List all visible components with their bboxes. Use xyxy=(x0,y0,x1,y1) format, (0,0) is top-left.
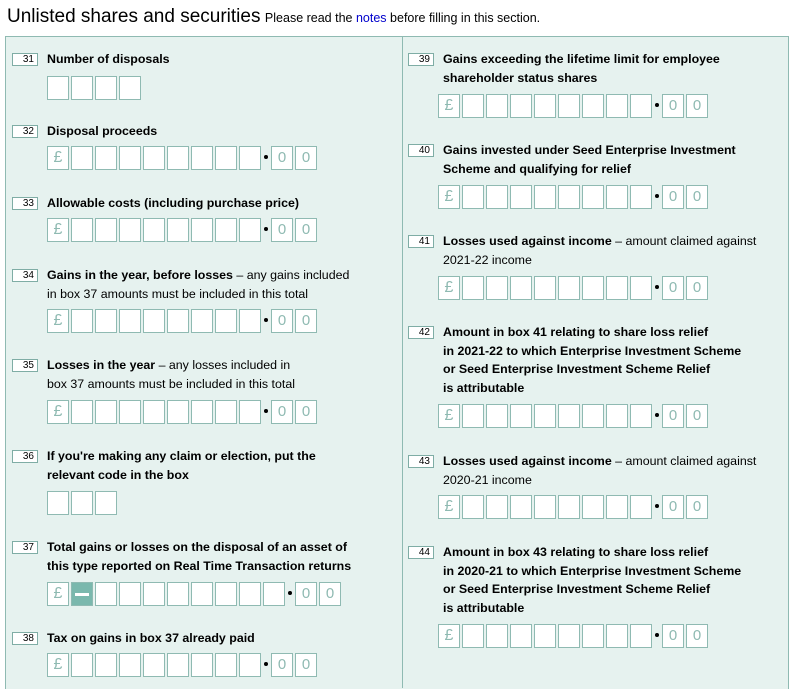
pence-box[interactable]: 0 xyxy=(271,400,293,424)
label-text: – amount claimed against xyxy=(611,454,757,468)
field-label xyxy=(47,447,316,484)
digit-box[interactable] xyxy=(263,582,285,606)
column-divider xyxy=(402,36,403,688)
digit-box[interactable] xyxy=(143,146,165,170)
digit-box[interactable] xyxy=(462,185,484,209)
digit-box[interactable] xyxy=(582,94,604,118)
field-label xyxy=(47,266,349,303)
label-line xyxy=(47,557,351,576)
pound-sign-box[interactable]: £ xyxy=(47,653,69,677)
label-line xyxy=(443,452,756,471)
digit-box[interactable] xyxy=(143,400,165,424)
decimal-point xyxy=(655,194,659,198)
pence-box[interactable]: 0 xyxy=(662,495,684,519)
pence-box[interactable]: 0 xyxy=(662,94,684,118)
label-line xyxy=(47,356,295,375)
digit-box[interactable] xyxy=(558,624,580,648)
digit-box[interactable] xyxy=(582,276,604,300)
pound-sign-box[interactable]: £ xyxy=(47,218,69,242)
digit-box[interactable] xyxy=(510,276,532,300)
pound-sign-box[interactable]: £ xyxy=(438,495,460,519)
pence-box[interactable]: 0 xyxy=(662,276,684,300)
digit-box[interactable] xyxy=(95,76,117,100)
digit-box[interactable] xyxy=(191,582,213,606)
pound-sign-box[interactable]: £ xyxy=(438,185,460,209)
box-number: 42 xyxy=(408,326,434,339)
digit-box[interactable] xyxy=(143,218,165,242)
field-label xyxy=(443,323,741,397)
digit-box[interactable] xyxy=(119,653,141,677)
box-34 xyxy=(12,266,392,329)
label-text: is attributable xyxy=(443,380,525,395)
label-text: Amount in box 41 relating to share loss relief xyxy=(443,325,709,339)
decimal-point xyxy=(655,504,659,508)
decimal-point xyxy=(264,409,268,413)
digit-box[interactable] xyxy=(534,94,556,118)
box-number: 41 xyxy=(408,235,434,248)
box-31 xyxy=(12,50,392,110)
digit-box[interactable] xyxy=(510,495,532,519)
pence-box[interactable]: 0 xyxy=(686,94,708,118)
digit-box[interactable] xyxy=(47,491,69,515)
label-text: Gains exceeding the lifetime limit for employee xyxy=(443,52,720,66)
digit-box[interactable] xyxy=(167,400,189,424)
section-heading xyxy=(7,6,540,28)
label-line xyxy=(443,599,741,618)
box-38 xyxy=(12,629,392,689)
box-number: 39 xyxy=(408,53,434,66)
box-number: 37 xyxy=(12,541,38,554)
pound-sign-box[interactable]: £ xyxy=(438,624,460,648)
digit-box[interactable] xyxy=(534,276,556,300)
label-text: box 37 amounts must be included in this total xyxy=(47,376,295,391)
digit-box[interactable] xyxy=(191,146,213,170)
digit-box[interactable] xyxy=(606,624,628,648)
digit-box[interactable] xyxy=(71,491,93,515)
box-36 xyxy=(12,447,392,507)
digit-box[interactable] xyxy=(606,94,628,118)
label-text: Scheme and qualifying for relief xyxy=(443,161,631,176)
pound-sign-box[interactable]: £ xyxy=(47,146,69,170)
decimal-point xyxy=(264,155,268,159)
field-label xyxy=(47,538,351,575)
pence-box[interactable]: 0 xyxy=(686,624,708,648)
digit-box[interactable] xyxy=(47,76,69,100)
label-line xyxy=(443,342,741,361)
digit-box[interactable] xyxy=(630,624,652,648)
decimal-point xyxy=(264,318,268,322)
digit-box[interactable] xyxy=(630,404,652,428)
label-line xyxy=(443,50,720,69)
digit-box[interactable] xyxy=(606,404,628,428)
field-label xyxy=(47,356,295,393)
digit-box[interactable] xyxy=(143,582,165,606)
digit-box[interactable] xyxy=(191,653,213,677)
box-32 xyxy=(12,122,392,182)
box-number: 43 xyxy=(408,455,434,468)
digit-box[interactable] xyxy=(630,94,652,118)
digit-box[interactable] xyxy=(215,653,237,677)
digit-box[interactable] xyxy=(143,653,165,677)
digit-box[interactable] xyxy=(486,404,508,428)
label-text: Losses used against income xyxy=(443,234,612,248)
label-line xyxy=(47,466,316,485)
pound-sign-box[interactable]: £ xyxy=(438,94,460,118)
pence-box[interactable]: 0 xyxy=(686,495,708,519)
box-number: 38 xyxy=(12,632,38,645)
digit-box[interactable] xyxy=(486,185,508,209)
digit-box[interactable] xyxy=(606,276,628,300)
label-line xyxy=(47,538,351,557)
box-number: 32 xyxy=(12,125,38,138)
field-label xyxy=(47,122,157,141)
box-43 xyxy=(408,452,783,515)
digit-box[interactable] xyxy=(582,404,604,428)
digit-box[interactable] xyxy=(143,309,165,333)
digit-box[interactable] xyxy=(119,218,141,242)
pence-box[interactable]: 0 xyxy=(271,218,293,242)
box-41 xyxy=(408,232,783,296)
label-line xyxy=(443,141,736,160)
digit-box[interactable] xyxy=(462,495,484,519)
label-line xyxy=(47,285,349,304)
label-line xyxy=(47,194,299,213)
digit-box[interactable] xyxy=(239,400,261,424)
decimal-point xyxy=(655,413,659,417)
pence-box[interactable]: 0 xyxy=(686,404,708,428)
label-line xyxy=(443,580,741,599)
digit-box[interactable] xyxy=(119,76,141,100)
digit-box[interactable] xyxy=(119,146,141,170)
box-44 xyxy=(408,543,783,644)
box-33 xyxy=(12,194,392,254)
label-line xyxy=(47,629,255,648)
digit-box[interactable] xyxy=(462,276,484,300)
digit-box[interactable] xyxy=(191,218,213,242)
pound-sign-box[interactable]: £ xyxy=(438,404,460,428)
digit-box[interactable] xyxy=(486,495,508,519)
label-text: Gains in the year, before losses xyxy=(47,268,233,282)
digit-box[interactable] xyxy=(71,146,93,170)
field-label xyxy=(443,452,756,489)
digit-box[interactable] xyxy=(630,185,652,209)
digit-box[interactable] xyxy=(167,146,189,170)
digit-box[interactable] xyxy=(558,94,580,118)
pence-box[interactable]: 0 xyxy=(271,146,293,170)
label-text: is attributable xyxy=(443,600,525,615)
decimal-point xyxy=(655,285,659,289)
digit-box[interactable] xyxy=(167,309,189,333)
digit-box[interactable] xyxy=(534,404,556,428)
digit-box[interactable] xyxy=(558,276,580,300)
digit-box[interactable] xyxy=(510,185,532,209)
pound-sign-box[interactable]: £ xyxy=(438,276,460,300)
pence-box[interactable]: 0 xyxy=(295,582,317,606)
digit-box[interactable] xyxy=(239,218,261,242)
digit-box[interactable] xyxy=(215,400,237,424)
section-title: Unlisted shares and securities xyxy=(7,6,261,27)
field-label xyxy=(443,50,720,87)
label-text: Amount in box 43 relating to share loss relief xyxy=(443,545,709,559)
label-text: If you're making any claim or election, put the xyxy=(47,449,316,463)
pence-box[interactable]: 0 xyxy=(319,582,341,606)
label-line xyxy=(47,50,170,69)
pence-box[interactable]: 0 xyxy=(295,309,317,333)
decimal-point xyxy=(655,103,659,107)
digit-box[interactable] xyxy=(191,400,213,424)
label-text: – any losses included in xyxy=(155,358,291,372)
pence-box[interactable]: 0 xyxy=(271,309,293,333)
digit-box[interactable] xyxy=(215,218,237,242)
label-line xyxy=(47,122,157,141)
digit-box[interactable] xyxy=(630,276,652,300)
box-40 xyxy=(408,141,783,205)
decimal-point xyxy=(288,591,292,595)
field-label xyxy=(443,232,756,269)
box-35 xyxy=(12,356,392,420)
digit-box[interactable] xyxy=(119,309,141,333)
label-line xyxy=(443,160,736,179)
pence-box[interactable]: 0 xyxy=(295,653,317,677)
digit-box[interactable] xyxy=(510,624,532,648)
decimal-point xyxy=(655,633,659,637)
digit-box[interactable] xyxy=(558,495,580,519)
digit-box[interactable] xyxy=(119,582,141,606)
label-line xyxy=(443,323,741,342)
label-line xyxy=(443,562,741,581)
pound-sign-box[interactable]: £ xyxy=(47,582,69,606)
minus-sign-box[interactable] xyxy=(71,582,93,606)
label-line xyxy=(443,379,741,398)
box-number: 33 xyxy=(12,197,38,210)
digit-box[interactable] xyxy=(582,185,604,209)
label-line xyxy=(443,360,741,379)
label-line xyxy=(47,447,316,466)
digit-box[interactable] xyxy=(462,404,484,428)
label-text: – amount claimed against xyxy=(611,234,757,248)
box-39 xyxy=(408,50,783,114)
notes-link[interactable]: notes xyxy=(355,11,387,25)
label-text: in 2020-21 to which Enterprise Investment Scheme xyxy=(443,563,742,578)
pence-box[interactable]: 0 xyxy=(686,276,708,300)
label-line xyxy=(443,471,756,490)
digit-box[interactable] xyxy=(215,309,237,333)
digit-box[interactable] xyxy=(486,94,508,118)
label-text: Disposal proceeds xyxy=(47,124,158,138)
label-text: – any gains included xyxy=(232,268,350,282)
label-text: Losses in the year xyxy=(47,358,156,372)
digit-box[interactable] xyxy=(167,582,189,606)
box-42 xyxy=(408,323,783,424)
digit-box[interactable] xyxy=(95,653,117,677)
label-text: in box 37 amounts must be included in this total xyxy=(47,286,309,301)
label-line xyxy=(443,251,756,270)
digit-box[interactable] xyxy=(167,653,189,677)
digit-box[interactable] xyxy=(239,582,261,606)
field-label xyxy=(47,50,170,69)
digit-box[interactable] xyxy=(71,218,93,242)
digit-box[interactable] xyxy=(630,495,652,519)
digit-box[interactable] xyxy=(510,404,532,428)
box-number: 36 xyxy=(12,450,38,463)
label-line xyxy=(47,375,295,394)
digit-box[interactable] xyxy=(582,495,604,519)
digit-box[interactable] xyxy=(558,404,580,428)
digit-box[interactable] xyxy=(486,276,508,300)
pence-box[interactable]: 0 xyxy=(295,400,317,424)
label-text: Gains invested under Seed Enterprise Investment xyxy=(443,143,736,157)
digit-box[interactable] xyxy=(95,309,117,333)
box-number: 35 xyxy=(12,359,38,372)
box-37 xyxy=(12,538,392,602)
digit-box[interactable] xyxy=(215,146,237,170)
pence-box[interactable]: 0 xyxy=(662,185,684,209)
box-number: 40 xyxy=(408,144,434,157)
label-text: or Seed Enterprise Investment Scheme Relief xyxy=(443,582,711,596)
pence-box[interactable]: 0 xyxy=(686,185,708,209)
digit-box[interactable] xyxy=(71,309,93,333)
field-label xyxy=(47,194,299,213)
label-line xyxy=(47,266,349,285)
digit-box[interactable] xyxy=(462,624,484,648)
label-text: 2020-21 income xyxy=(443,472,532,487)
digit-box[interactable] xyxy=(558,185,580,209)
label-text: shareholder status shares xyxy=(443,70,598,85)
digit-box[interactable] xyxy=(95,146,117,170)
digit-box[interactable] xyxy=(534,495,556,519)
label-text: Allowable costs (including purchase price) xyxy=(47,196,299,210)
label-line xyxy=(443,543,741,562)
digit-box[interactable] xyxy=(606,185,628,209)
pence-box[interactable]: 0 xyxy=(662,404,684,428)
box-number: 44 xyxy=(408,546,434,559)
digit-box[interactable] xyxy=(95,400,117,424)
decimal-point xyxy=(264,227,268,231)
label-text: in 2021-22 to which Enterprise Investment Scheme xyxy=(443,343,742,358)
pence-box[interactable]: 0 xyxy=(295,218,317,242)
digit-box[interactable] xyxy=(239,309,261,333)
label-text: 2021-22 income xyxy=(443,252,532,267)
label-text: or Seed Enterprise Investment Scheme Relief xyxy=(443,362,711,376)
digit-box[interactable] xyxy=(510,94,532,118)
pound-sign-box[interactable]: £ xyxy=(47,400,69,424)
digit-box[interactable] xyxy=(95,491,117,515)
digit-box[interactable] xyxy=(462,94,484,118)
digit-box[interactable] xyxy=(71,653,93,677)
label-text: Tax on gains in box 37 already paid xyxy=(47,631,255,645)
pence-box[interactable]: 0 xyxy=(271,653,293,677)
digit-box[interactable] xyxy=(486,624,508,648)
field-label xyxy=(443,141,736,178)
digit-box[interactable] xyxy=(239,653,261,677)
pound-sign-box[interactable]: £ xyxy=(47,309,69,333)
label-text: Total gains or losses on the disposal of an asset of xyxy=(47,540,347,554)
digit-box[interactable] xyxy=(119,400,141,424)
box-number: 31 xyxy=(12,53,38,66)
digit-box[interactable] xyxy=(239,146,261,170)
digit-box[interactable] xyxy=(582,624,604,648)
label-text: relevant code in the box xyxy=(47,467,189,482)
digit-box[interactable] xyxy=(95,218,117,242)
label-line xyxy=(443,232,756,251)
digit-box[interactable] xyxy=(534,185,556,209)
digit-box[interactable] xyxy=(71,76,93,100)
label-text: Number of disposals xyxy=(47,52,170,66)
pence-box[interactable]: 0 xyxy=(295,146,317,170)
decimal-point xyxy=(264,662,268,666)
box-number: 34 xyxy=(12,269,38,282)
digit-box[interactable] xyxy=(167,218,189,242)
field-label xyxy=(47,629,255,648)
digit-box[interactable] xyxy=(215,582,237,606)
digit-box[interactable] xyxy=(71,400,93,424)
label-line xyxy=(443,69,720,88)
label-text: this type reported on Real Time Transaction returns xyxy=(47,558,352,573)
field-label xyxy=(443,543,741,617)
label-text: Losses used against income xyxy=(443,454,612,468)
digit-box[interactable] xyxy=(606,495,628,519)
pence-box[interactable]: 0 xyxy=(662,624,684,648)
digit-box[interactable] xyxy=(95,582,117,606)
intro-text: Please read the notes before filling in this section. xyxy=(264,11,541,25)
digit-box[interactable] xyxy=(191,309,213,333)
digit-box[interactable] xyxy=(534,624,556,648)
